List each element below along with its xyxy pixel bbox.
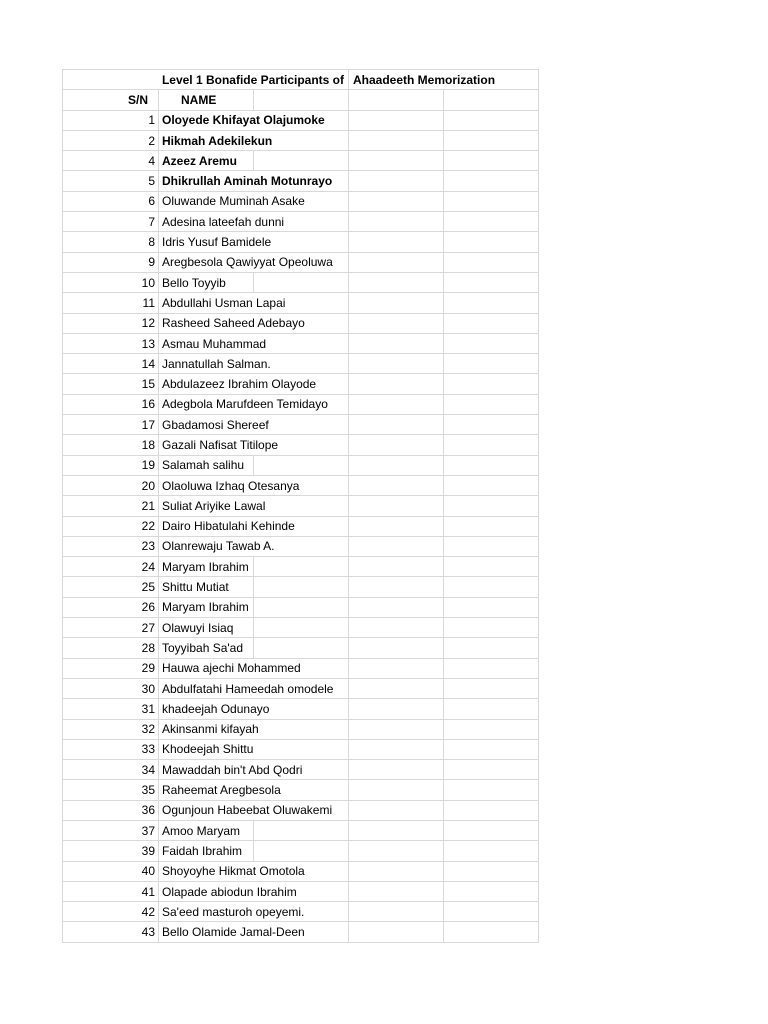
participant-name-cell: Olapade abiodun Ibrahim — [159, 881, 349, 901]
serial-number-cell: 42 — [63, 902, 159, 922]
table-row — [63, 678, 539, 698]
empty-cell — [444, 739, 539, 759]
table-row — [63, 435, 539, 455]
empty-cell — [349, 922, 444, 942]
serial-number-cell: 12 — [63, 313, 159, 333]
participant-name-cell: Suliat Ariyike Lawal — [159, 496, 349, 516]
participant-name-cell: Raheemat Aregbesola — [159, 780, 349, 800]
table-row — [63, 333, 539, 353]
empty-cell — [254, 597, 349, 617]
table-row — [63, 496, 539, 516]
empty-cell — [254, 455, 349, 475]
empty-cell — [349, 861, 444, 881]
empty-cell — [444, 272, 539, 292]
participant-name-cell: Shittu Mutiat — [159, 577, 254, 597]
participant-name-cell: Hikmah Adekilekun — [159, 130, 349, 150]
serial-number-cell: 34 — [63, 760, 159, 780]
serial-number-cell: 19 — [63, 455, 159, 475]
empty-cell — [349, 333, 444, 353]
empty-cell — [254, 151, 349, 171]
empty-cell — [444, 354, 539, 374]
empty-cell — [349, 394, 444, 414]
serial-number-cell: 2 — [63, 130, 159, 150]
participants-table — [62, 69, 539, 943]
table-row — [63, 658, 539, 678]
empty-cell — [444, 90, 539, 110]
empty-cell — [349, 557, 444, 577]
empty-cell — [349, 577, 444, 597]
serial-number-cell: 18 — [63, 435, 159, 455]
serial-number-cell: 13 — [63, 333, 159, 353]
table-row — [63, 110, 539, 130]
participants-table-body — [63, 70, 539, 943]
empty-cell — [349, 354, 444, 374]
participant-name-cell: Hauwa ajechi Mohammed — [159, 658, 349, 678]
participant-name-cell: Akinsanmi kifayah — [159, 719, 349, 739]
serial-number-cell: 10 — [63, 272, 159, 292]
empty-cell — [444, 435, 539, 455]
empty-cell — [444, 638, 539, 658]
serial-number-cell: 26 — [63, 597, 159, 617]
empty-cell — [444, 415, 539, 435]
empty-cell — [349, 618, 444, 638]
empty-cell — [349, 699, 444, 719]
empty-cell — [444, 922, 539, 942]
participant-name-cell: Jannatullah Salman. — [159, 354, 349, 374]
table-row — [63, 597, 539, 617]
serial-number-cell: 17 — [63, 415, 159, 435]
table-row — [63, 780, 539, 800]
empty-cell — [349, 496, 444, 516]
empty-cell — [349, 212, 444, 232]
participant-name-cell: Toyyibah Sa'ad — [159, 638, 254, 658]
empty-cell — [444, 719, 539, 739]
empty-cell — [444, 232, 539, 252]
empty-cell — [254, 557, 349, 577]
empty-cell — [349, 597, 444, 617]
empty-cell — [444, 212, 539, 232]
table-row — [63, 191, 539, 211]
serial-number-cell: 36 — [63, 800, 159, 820]
empty-cell — [349, 475, 444, 495]
table-row — [63, 394, 539, 414]
table-row — [63, 130, 539, 150]
participant-name-cell: Azeez Aremu — [159, 151, 254, 171]
table-row — [63, 699, 539, 719]
table-row — [63, 171, 539, 191]
participant-name-cell: Bello Toyyib — [159, 272, 254, 292]
empty-cell — [444, 760, 539, 780]
empty-cell — [444, 597, 539, 617]
empty-cell — [349, 760, 444, 780]
empty-cell — [349, 110, 444, 130]
serial-number-cell: 16 — [63, 394, 159, 414]
serial-number-cell: 31 — [63, 699, 159, 719]
table-row — [63, 800, 539, 820]
participant-name-cell: Olaoluwa Izhaq Otesanya — [159, 475, 349, 495]
empty-cell — [444, 557, 539, 577]
serial-number-cell: 11 — [63, 293, 159, 313]
table-row — [63, 151, 539, 171]
empty-cell — [349, 272, 444, 292]
table-row — [63, 719, 539, 739]
empty-cell — [444, 516, 539, 536]
empty-cell — [349, 435, 444, 455]
serial-number-cell: 5 — [63, 171, 159, 191]
empty-cell — [444, 394, 539, 414]
empty-cell — [349, 678, 444, 698]
empty-cell — [444, 374, 539, 394]
participant-name-cell: Abdulazeez Ibrahim Olayode — [159, 374, 349, 394]
participant-name-cell: Olawuyi Isiaq — [159, 618, 254, 638]
empty-cell — [349, 881, 444, 901]
empty-cell — [349, 374, 444, 394]
empty-cell — [254, 841, 349, 861]
empty-cell — [444, 333, 539, 353]
serial-number-cell: 21 — [63, 496, 159, 516]
participant-name-cell: Salamah salihu — [159, 455, 254, 475]
empty-cell — [254, 577, 349, 597]
table-row — [63, 739, 539, 759]
serial-number-cell: 7 — [63, 212, 159, 232]
table-row — [63, 293, 539, 313]
participant-name-cell: Dairo Hibatulahi Kehinde — [159, 516, 349, 536]
table-row — [63, 638, 539, 658]
empty-cell — [444, 902, 539, 922]
table-row — [63, 455, 539, 475]
column-header-name: NAME — [159, 90, 254, 110]
participant-name-cell: Amoo Maryam — [159, 820, 254, 840]
table-row — [63, 354, 539, 374]
participant-name-cell: Maryam Ibrahim — [159, 557, 254, 577]
empty-cell — [349, 252, 444, 272]
participant-name-cell: Abdullahi Usman Lapai — [159, 293, 349, 313]
serial-number-cell: 37 — [63, 820, 159, 840]
table-row — [63, 516, 539, 536]
serial-number-cell: 29 — [63, 658, 159, 678]
table-row — [63, 922, 539, 942]
serial-number-cell: 15 — [63, 374, 159, 394]
empty-cell — [349, 151, 444, 171]
serial-number-cell: 20 — [63, 475, 159, 495]
empty-cell — [349, 313, 444, 333]
empty-cell — [444, 658, 539, 678]
table-row — [63, 557, 539, 577]
empty-cell — [349, 171, 444, 191]
empty-cell — [254, 638, 349, 658]
empty-cell — [349, 638, 444, 658]
empty-cell — [349, 739, 444, 759]
empty-cell — [254, 820, 349, 840]
serial-number-cell: 9 — [63, 252, 159, 272]
serial-number-cell: 27 — [63, 618, 159, 638]
table-row — [63, 272, 539, 292]
empty-cell — [444, 496, 539, 516]
serial-number-cell: 41 — [63, 881, 159, 901]
participant-name-cell: khadeejah Odunayo — [159, 699, 349, 719]
table-row — [63, 881, 539, 901]
empty-cell — [444, 618, 539, 638]
serial-number-cell: 28 — [63, 638, 159, 658]
empty-cell — [349, 191, 444, 211]
empty-cell — [444, 780, 539, 800]
participant-name-cell: Khodeejah Shittu — [159, 739, 349, 759]
serial-number-cell: 1 — [63, 110, 159, 130]
participant-name-cell: Aregbesola Qawiyyat Opeoluwa — [159, 252, 349, 272]
participant-name-cell: Ogunjoun Habeebat Oluwakemi — [159, 800, 349, 820]
participant-name-cell: Oluwande Muminah Asake — [159, 191, 349, 211]
empty-cell — [444, 252, 539, 272]
participant-name-cell: Adegbola Marufdeen Temidayo — [159, 394, 349, 414]
table-row — [63, 760, 539, 780]
participant-name-cell: Bello Olamide Jamal-Deen — [159, 922, 349, 942]
empty-cell — [444, 191, 539, 211]
column-header-row — [63, 90, 539, 110]
serial-number-cell: 14 — [63, 354, 159, 374]
serial-number-cell: 4 — [63, 151, 159, 171]
participant-name-cell: Abdulfatahi Hameedah omodele — [159, 678, 349, 698]
title-part2: Ahaadeeth Memorization — [349, 70, 539, 90]
table-row — [63, 232, 539, 252]
serial-number-cell: 24 — [63, 557, 159, 577]
column-header-sn: S/N — [63, 90, 159, 110]
participant-name-cell: Mawaddah bin't Abd Qodri — [159, 760, 349, 780]
table-row — [63, 618, 539, 638]
empty-cell — [349, 658, 444, 678]
empty-cell — [444, 293, 539, 313]
serial-number-cell: 40 — [63, 861, 159, 881]
empty-cell — [444, 313, 539, 333]
empty-cell — [349, 841, 444, 861]
empty-cell — [444, 861, 539, 881]
table-row — [63, 861, 539, 881]
empty-cell — [349, 232, 444, 252]
empty-cell — [444, 678, 539, 698]
empty-cell — [349, 902, 444, 922]
serial-number-cell: 35 — [63, 780, 159, 800]
table-row — [63, 536, 539, 556]
participant-name-cell: Faidah Ibrahim — [159, 841, 254, 861]
participant-name-cell: Shoyoyhe Hikmat Omotola — [159, 861, 349, 881]
empty-cell — [444, 881, 539, 901]
empty-cell — [349, 800, 444, 820]
empty-cell — [444, 171, 539, 191]
serial-number-cell: 22 — [63, 516, 159, 536]
participant-name-cell: Sa'eed masturoh opeyemi. — [159, 902, 349, 922]
empty-cell — [444, 800, 539, 820]
empty-cell — [349, 536, 444, 556]
table-row — [63, 252, 539, 272]
table-row — [63, 313, 539, 333]
serial-number-cell: 23 — [63, 536, 159, 556]
serial-number-cell: 6 — [63, 191, 159, 211]
serial-number-cell: 25 — [63, 577, 159, 597]
empty-cell — [444, 820, 539, 840]
empty-cell — [444, 151, 539, 171]
participant-name-cell: Adesina lateefah dunni — [159, 212, 349, 232]
empty-cell — [349, 90, 444, 110]
participant-name-cell: Olanrewaju Tawab A. — [159, 536, 349, 556]
serial-number-cell: 33 — [63, 739, 159, 759]
empty-cell — [444, 475, 539, 495]
empty-cell — [349, 130, 444, 150]
participant-name-cell: Gazali Nafisat Titilope — [159, 435, 349, 455]
table-row — [63, 415, 539, 435]
table-row — [63, 475, 539, 495]
table-row — [63, 577, 539, 597]
empty-cell — [444, 455, 539, 475]
participant-name-cell: Gbadamosi Shereef — [159, 415, 349, 435]
table-row — [63, 902, 539, 922]
serial-number-cell: 43 — [63, 922, 159, 942]
participant-name-cell: Maryam Ibrahim — [159, 597, 254, 617]
empty-cell — [444, 536, 539, 556]
empty-cell — [444, 841, 539, 861]
empty-cell — [349, 516, 444, 536]
empty-cell — [349, 820, 444, 840]
serial-number-cell: 39 — [63, 841, 159, 861]
empty-cell — [349, 293, 444, 313]
participant-name-cell: Idris Yusuf Bamidele — [159, 232, 349, 252]
serial-number-cell: 8 — [63, 232, 159, 252]
table-row — [63, 841, 539, 861]
empty-cell — [349, 415, 444, 435]
serial-number-cell: 32 — [63, 719, 159, 739]
empty-cell — [349, 780, 444, 800]
table-row — [63, 820, 539, 840]
table-row — [63, 212, 539, 232]
empty-cell — [254, 272, 349, 292]
table-row — [63, 374, 539, 394]
participant-name-cell: Oloyede Khifayat Olajumoke — [159, 110, 349, 130]
empty-cell — [444, 577, 539, 597]
empty-cell — [444, 130, 539, 150]
serial-number-cell: 30 — [63, 678, 159, 698]
empty-cell — [444, 110, 539, 130]
empty-cell — [349, 455, 444, 475]
empty-cell — [444, 699, 539, 719]
participant-name-cell: Asmau Muhammad — [159, 333, 349, 353]
empty-cell — [349, 719, 444, 739]
participant-name-cell: Dhikrullah Aminah Motunrayo — [159, 171, 349, 191]
title-row — [63, 70, 539, 90]
title-part1: Level 1 Bonafide Participants of — [63, 70, 349, 90]
participant-name-cell: Rasheed Saheed Adebayo — [159, 313, 349, 333]
empty-cell — [254, 618, 349, 638]
empty-cell — [254, 90, 349, 110]
